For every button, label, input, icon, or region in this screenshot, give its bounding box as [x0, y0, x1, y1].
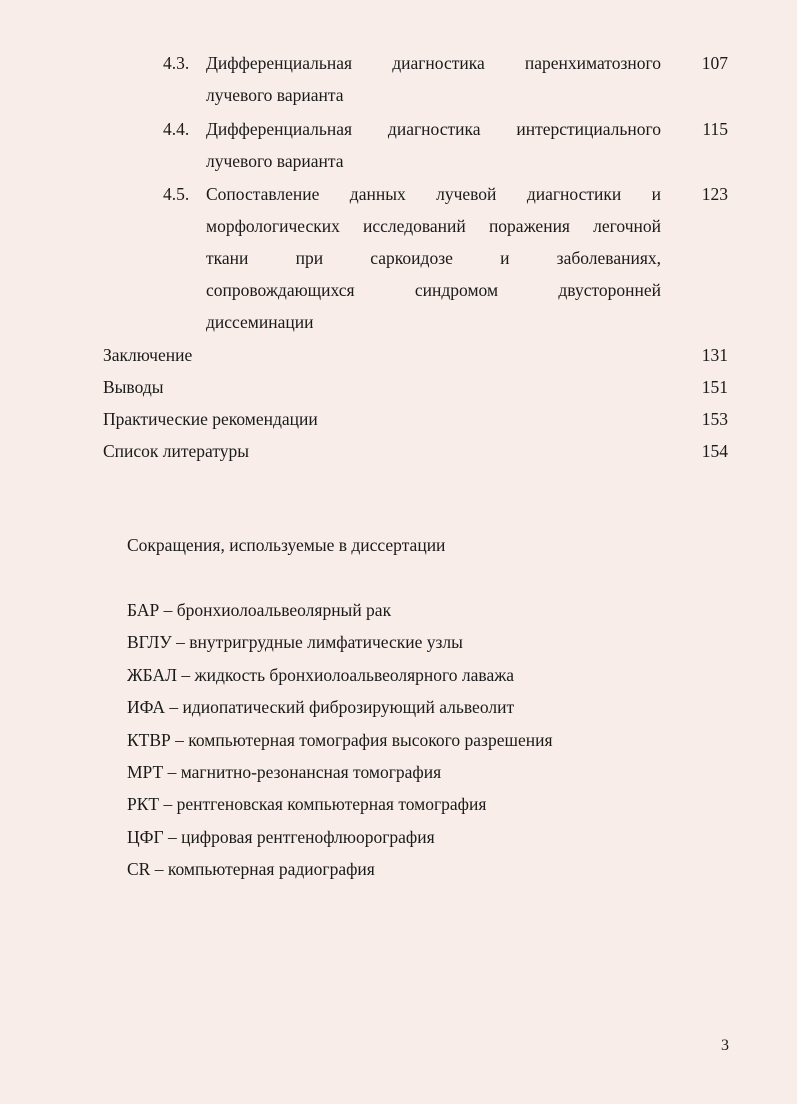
abbreviation-item: CR – компьютерная радиография — [127, 859, 375, 880]
toc-entry-line: ткани при саркоидозе и заболеваниях, — [206, 248, 661, 268]
toc-entry-line: лучевого варианта — [206, 85, 344, 105]
page-number: 3 — [721, 1037, 729, 1054]
toc-entry-number: 4.3. — [163, 53, 190, 73]
abbreviation-item: ИФА – идиопатический фиброзирующий альвеолит — [127, 697, 515, 718]
toc-entry-line: морфологических исследований поражения легочной — [206, 216, 661, 236]
abbreviation-item: ЦФГ – цифровая рентгенофлюорография — [127, 826, 435, 847]
toc-entry-line: лучевого варианта — [206, 151, 344, 171]
abbreviation-item: МРТ – магнитно-резонансная томография — [127, 761, 442, 782]
toc-entry-label: Список литературы — [103, 441, 250, 461]
toc-entry-page: 115 — [702, 119, 728, 139]
toc-entry-title — [206, 47, 661, 111]
abbreviation-item: ВГЛУ – внутригрудные лимфатические узлы — [127, 632, 463, 653]
abbreviations-list — [127, 596, 553, 888]
toc-entry-label: Выводы — [103, 377, 164, 397]
abbreviation-item: ЖБАЛ – жидкость бронхиолоальвеолярного лаважа — [127, 664, 515, 685]
abbreviations-title: Сокращения, используемые в диссертации — [127, 535, 446, 555]
abbreviation-item: КТВР – компьютерная томография высокого разрешения — [127, 729, 553, 750]
toc-entry-line: Дифференциальная диагностика паренхиматозного — [206, 53, 661, 73]
toc-entry-label: Практические рекомендации — [103, 409, 318, 429]
toc-entry-page: 123 — [701, 184, 728, 204]
toc-entry-page: 151 — [701, 377, 728, 397]
toc-entry-number: 4.5. — [163, 184, 190, 204]
toc-entry-page: 153 — [701, 409, 728, 429]
toc-entry-line: диссеминации — [206, 312, 314, 332]
toc-entry-line: сопровождающихся синдромом двусторонней — [206, 280, 661, 300]
toc-entry-line: Дифференциальная диагностика интерстициального — [206, 119, 661, 139]
toc-entry-page: 154 — [701, 441, 728, 461]
toc-entry-number: 4.4. — [163, 119, 190, 139]
toc-entry-page: 131 — [701, 345, 728, 365]
toc-entry-line: Сопоставление данных лучевой диагностики и — [206, 184, 661, 204]
toc-entry-title — [206, 113, 661, 177]
toc-entry-page: 107 — [701, 53, 728, 73]
toc-entry-label: Заключение — [103, 345, 193, 365]
abbreviation-item: БАР – бронхиолоальвеолярный рак — [127, 600, 392, 620]
abbreviation-item: РКТ – рентгеновская компьютерная томография — [127, 794, 487, 815]
toc-entry-title — [206, 178, 661, 338]
